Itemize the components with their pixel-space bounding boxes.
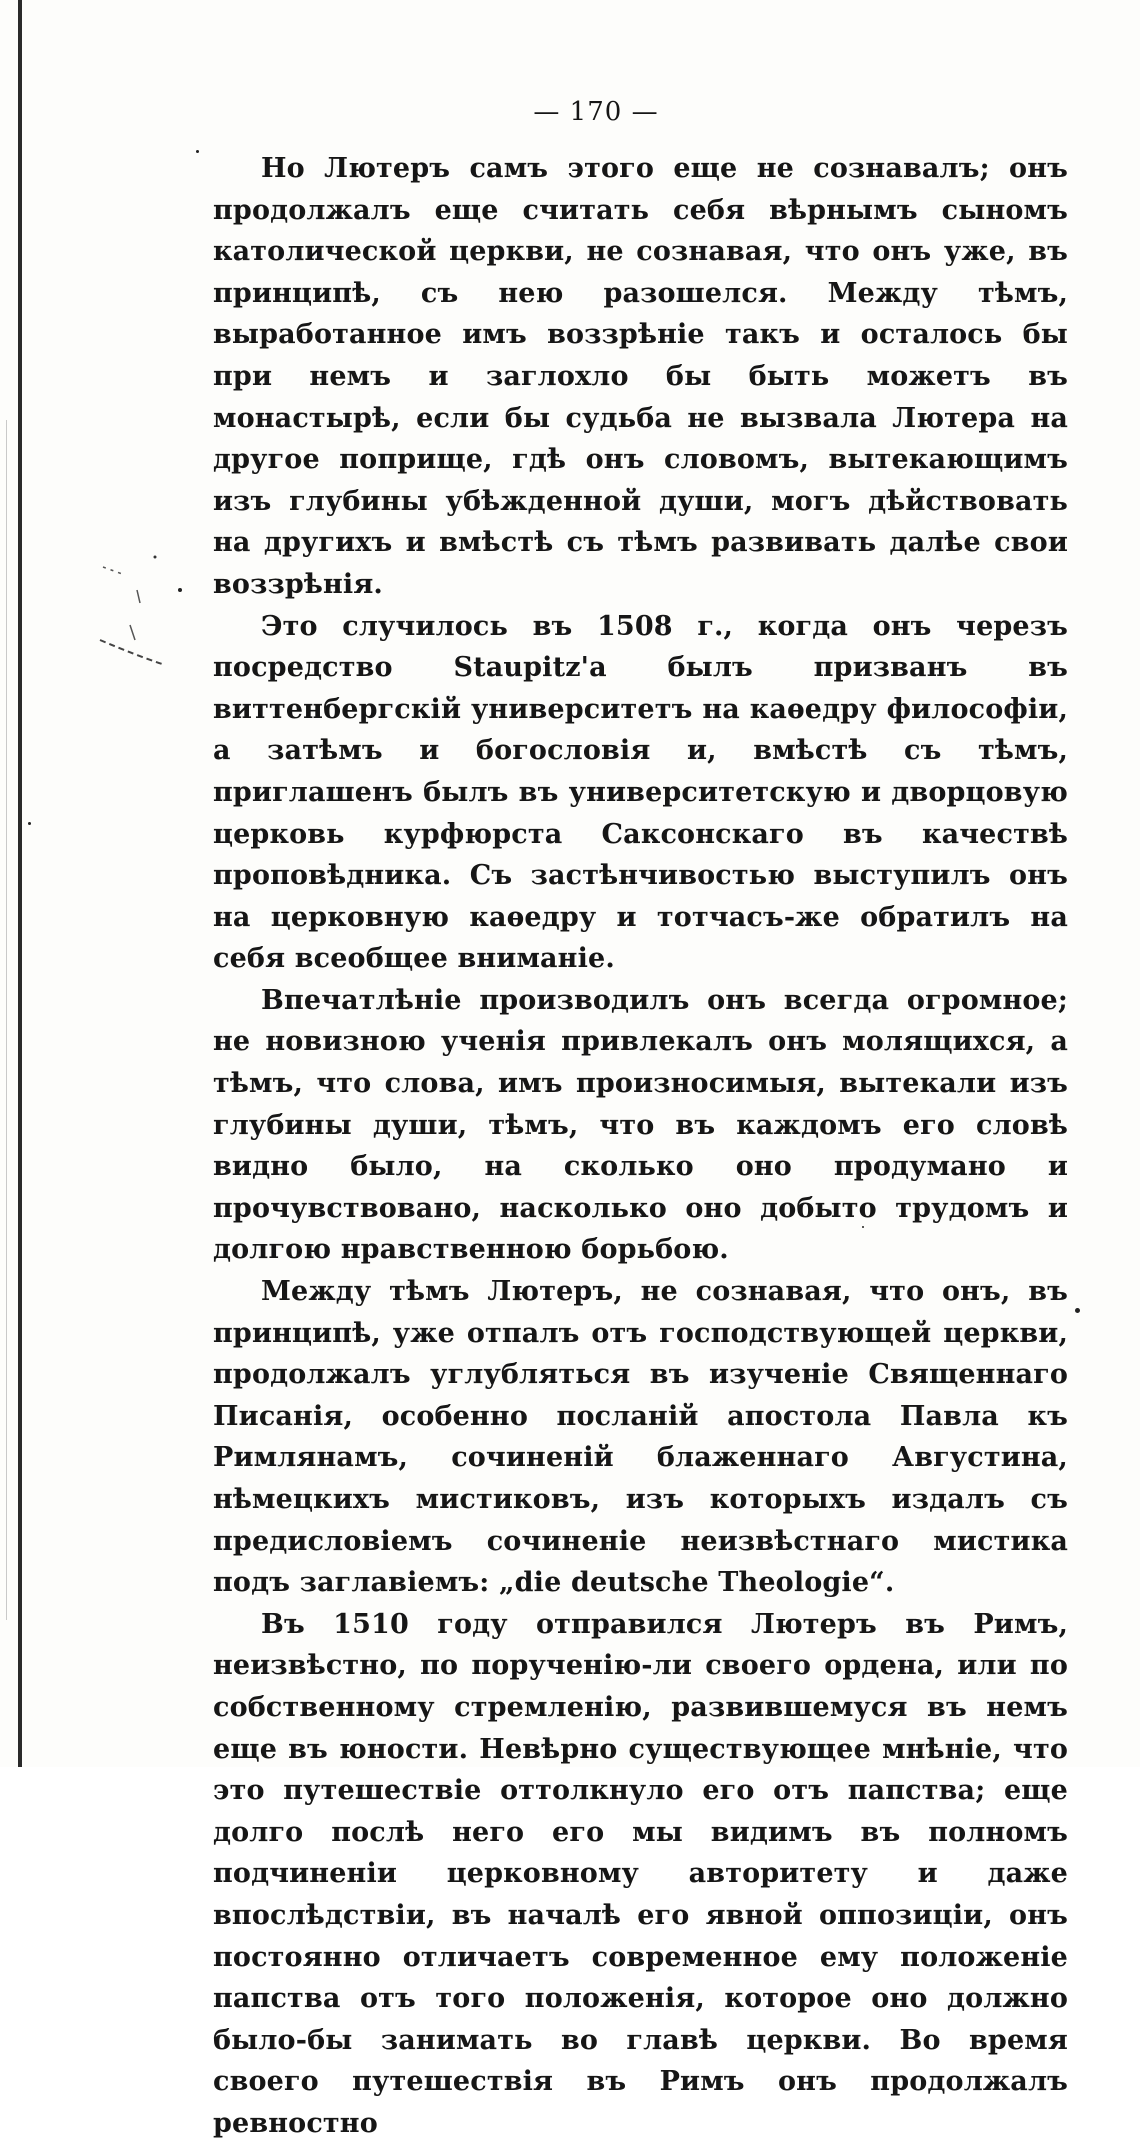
paragraph: Это случилось въ 1508 г., когда онъ черезъ посредство Staupitz'а былъ призванъ въ виттенбергскій университетъ на каѳедру философіи, а затѣмъ и богословія и, вмѣстѣ съ тѣмъ, приглашенъ былъ въ университетскую и дворцовую церковь курфюрста Саксонскаго въ качествѣ проповѣдника. Съ застѣнчивостью выступилъ онъ на церковную каѳедру и тотчасъ-же обратилъ на себя всеобщее вниманіе.	[213, 610, 1068, 975]
paragraph: Впечатлѣніе производилъ онъ всегда огромное; не новизною ученія привлекалъ онъ молящихся, а тѣмъ, что слова, имъ произносимыя, вытекали изъ глубины души, тѣмъ, что въ каждомъ его словѣ видно было, на сколько оно продумано и прочувствовано, насколько оно добыто трудомъ и долгою нравственною борьбою.	[213, 984, 1068, 1266]
margin-pencil-marks	[95, 545, 215, 695]
pencil-mark-icon	[95, 545, 215, 695]
paragraph: Но Лютеръ самъ этого еще не сознавалъ; онъ продолжалъ еще считать себя вѣрнымъ сыномъ католической церкви, не сознавая, что онъ уже, въ принципѣ, съ нею разошелся. Между тѣмъ, выработанное имъ воззрѣніе такъ и осталось бы при немъ и заглохло бы быть можетъ въ монастырѣ, если бы судьба не вызвала Лютера на другое поприще, гдѣ онъ словомъ, вытекающимъ изъ глубины убѣжденной души, могъ дѣйствовать на другихъ и вмѣстѣ съ тѣмъ развивать далѣе свои воззрѣнія.	[213, 153, 1068, 600]
paragraph: Между тѣмъ Лютеръ, не сознавая, что онъ, въ принципѣ, уже отпалъ отъ господствующей церкви, продолжалъ углубляться въ изученіе Священнаго Писанія, особенно посланій апостола Павла къ Римлянамъ, сочиненій блаженнаго Августина, нѣмецкихъ мистиковъ, изъ которыхъ издалъ съ предисловіемъ сочиненіе неизвѣстнаго мистика подъ заглавіемъ: „die deutsche Theologie“.	[213, 1276, 1068, 1599]
ink-speck	[196, 150, 199, 153]
paragraph: Въ 1510 году отправился Лютеръ въ Римъ, неизвѣстно, по порученію-ли своего ордена, или по собственному стремленію, развившемуся въ немъ еще въ юности. Невѣрно существующее мнѣніе, что это путешествіе оттолкнуло его отъ папства; еще долго послѣ него его мы видимъ въ полномъ подчиненіи церковному авторитету и даже впослѣдствіи, въ началѣ его явной оппозиціи, онъ постоянно отличаетъ современное ему положеніе папства отъ того положенія, которое оно должно было-бы занимать во главѣ церкви. Во время своего путешествія въ Римъ онъ продолжалъ ревностно	[213, 1608, 1068, 2139]
ink-speck	[1075, 1308, 1080, 1313]
binding-shadow	[6, 420, 7, 1620]
page-number: — 170 —	[533, 97, 659, 127]
binding-edge	[18, 0, 22, 1767]
body-text	[213, 148, 1068, 2145]
ink-speck	[28, 822, 31, 825]
